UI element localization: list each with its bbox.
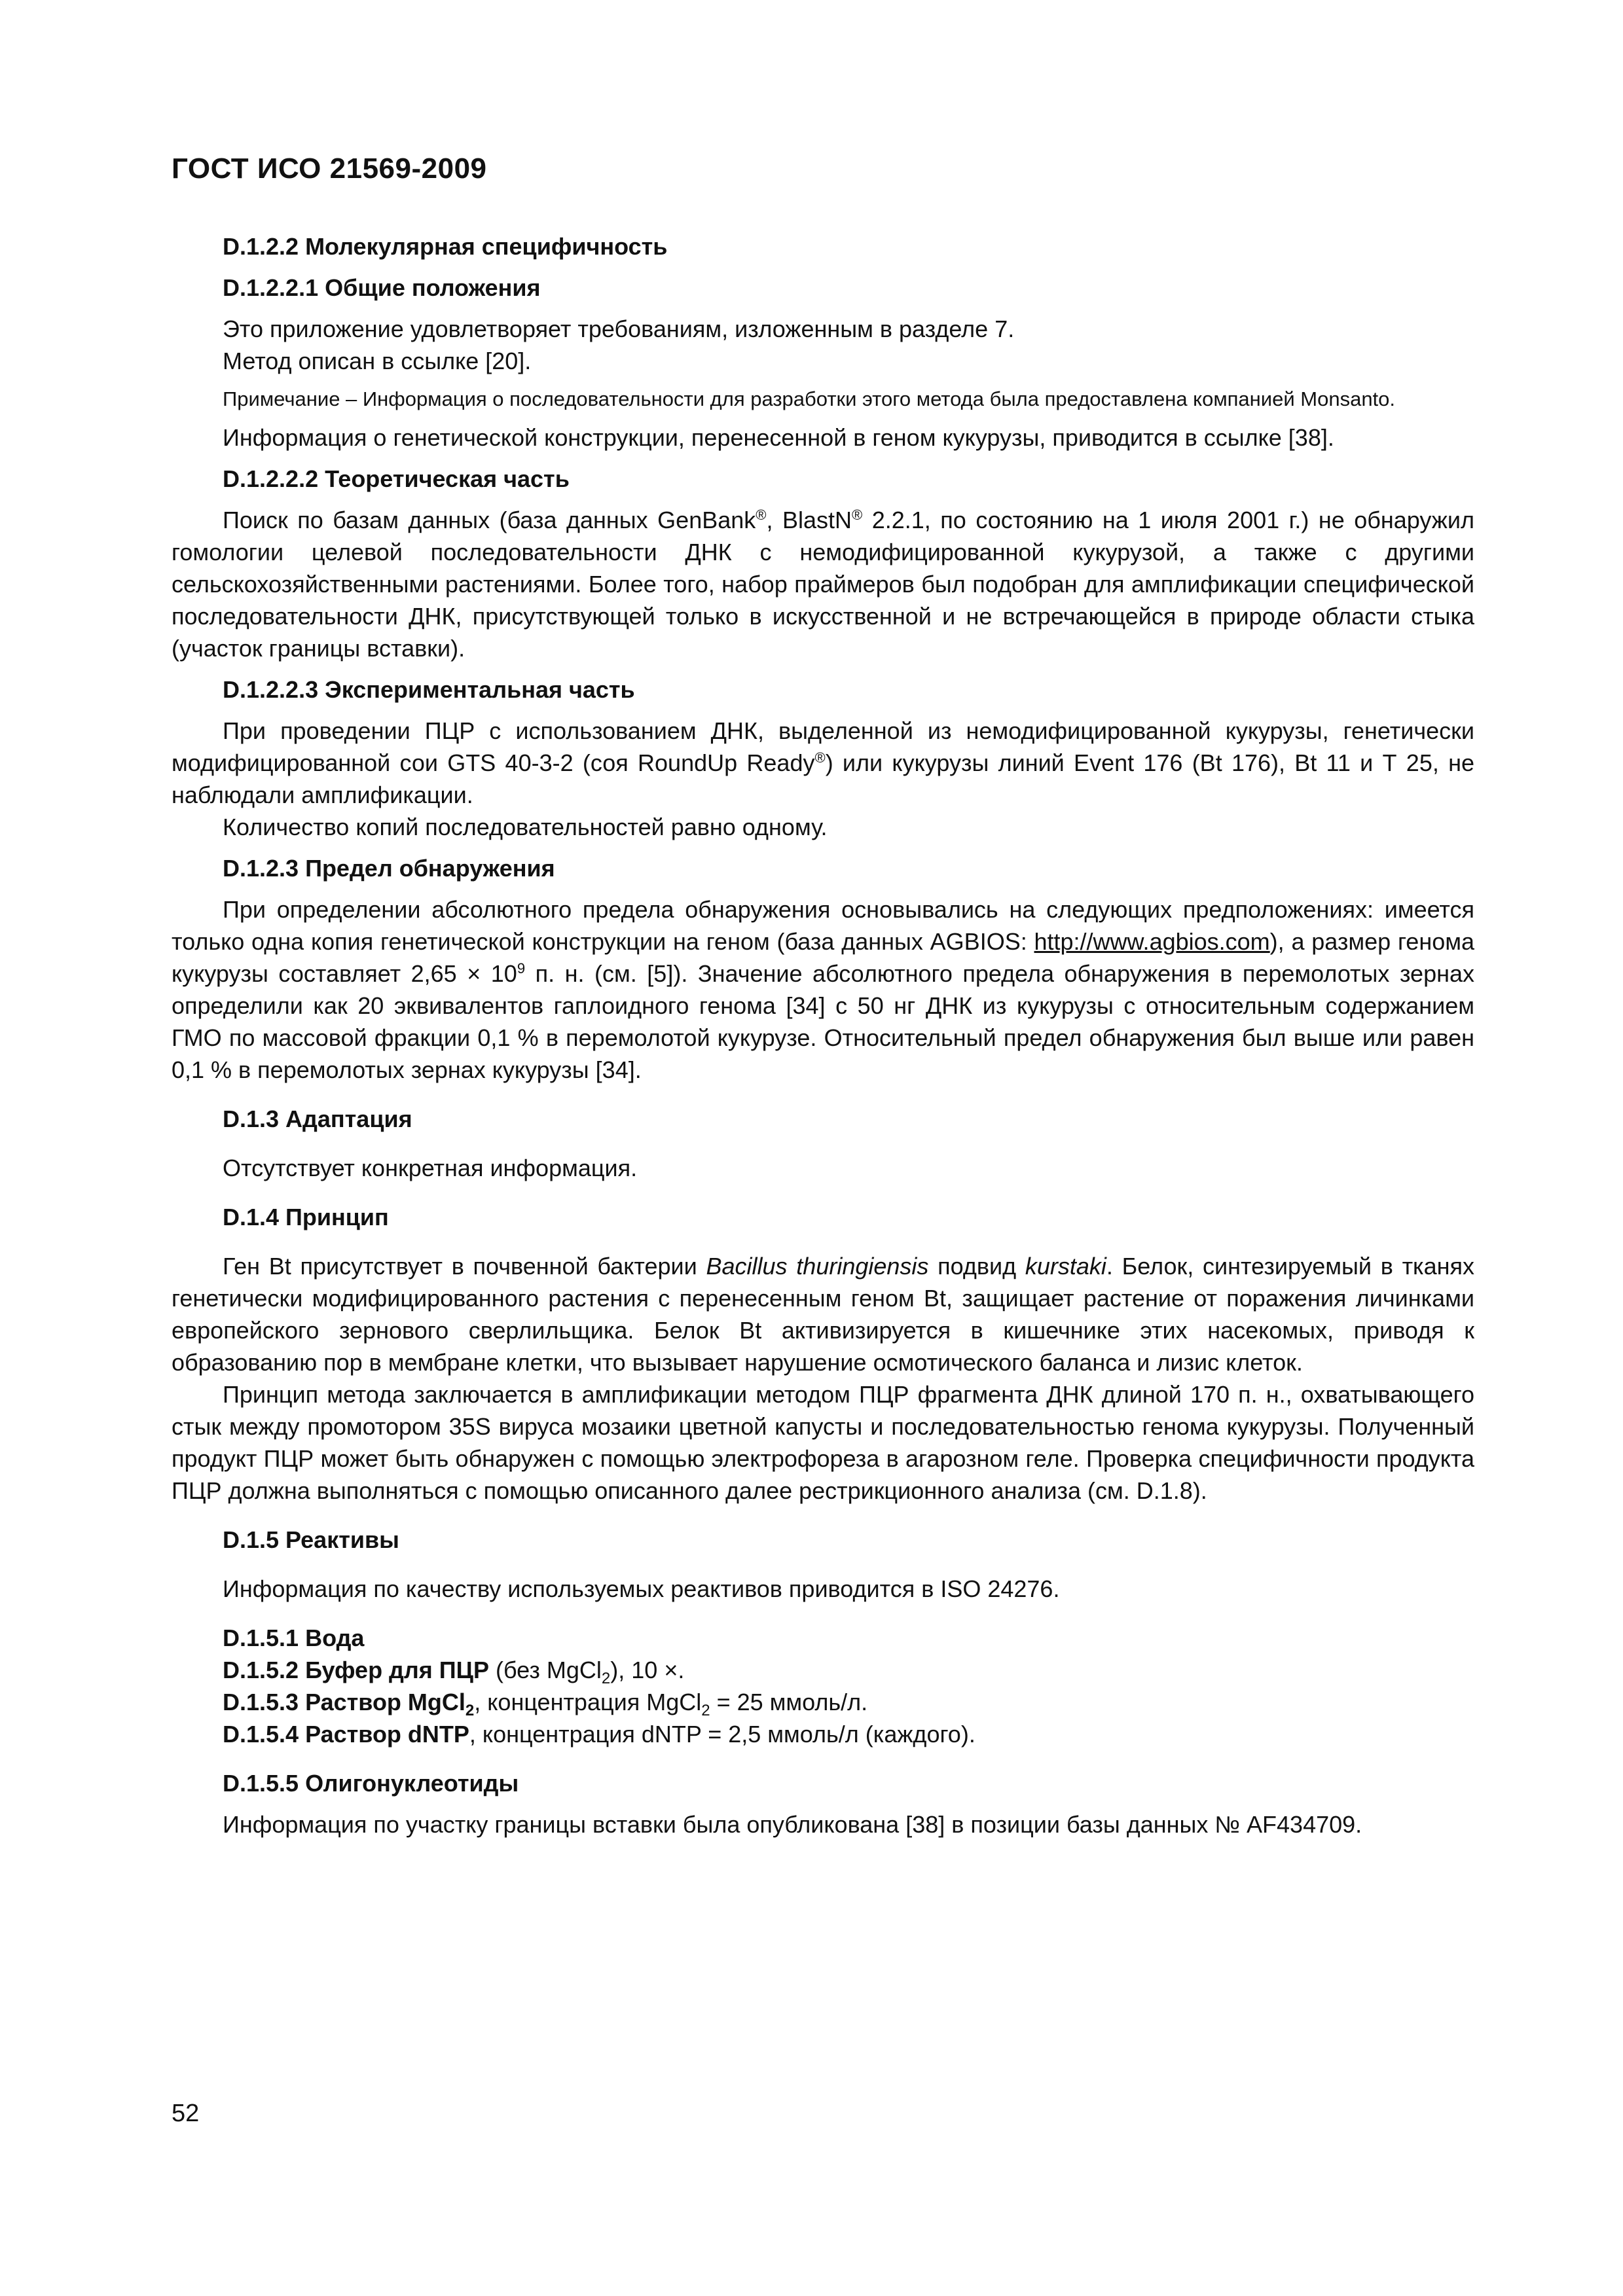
text-run: п. н. (см. [5]). Значение абсолютного предела обнаружения в перемолотых зернах определили как 20 эквивалентов гаплоидного генома [34] с 50 нг ДНК из кукурузы с относительным содержанием ГМО по массовой фракции 0,1 % в перемолотой кукурузе. Относительный предел обнаружения был выше или равен 0,1 % в перемолотых зернах кукурузы [34].: [172, 960, 1474, 1083]
subscript: 2: [601, 1670, 611, 1688]
paragraph-principle-1: [172, 1250, 1474, 1378]
reagent-title: D.1.5.4 Раствор dNTP: [223, 1721, 469, 1748]
text-run: = 25 ммоль/л.: [710, 1689, 868, 1715]
registered-mark: ®: [756, 507, 767, 523]
reagent-title: [223, 1689, 475, 1720]
text-run: Поиск по базам данных (база данных GenBank: [223, 507, 756, 533]
note-monsanto: Примечание – Информация о последовательности для разработки этого метода была предоставлена компанией Monsanto.: [223, 387, 1396, 410]
text-run: , концентрация dNTP = 2,5 ммоль/л (каждого).: [469, 1721, 976, 1748]
reagent-mgcl2: [172, 1686, 1474, 1718]
heading-d12223: D.1.2.2.3 Экспериментальная часть: [223, 676, 635, 703]
text-run: подвид: [928, 1253, 1025, 1280]
registered-mark: ®: [814, 749, 826, 766]
paragraph-theoretical: [172, 504, 1474, 664]
page-number: 52: [172, 2100, 200, 2127]
agbios-link[interactable]: http://www.agbios.com: [1034, 928, 1270, 955]
text-run: D.1.5.3 Раствор MgCl: [223, 1689, 465, 1715]
subscript: 2: [701, 1702, 710, 1720]
text-run: ), 10 ×.: [610, 1657, 685, 1683]
paragraph-construct-reference: Информация о генетической конструкции, перенесенной в геном кукурузы, приводится в ссылке [38].: [223, 424, 1334, 451]
reagent-dntp: [172, 1718, 1474, 1750]
text-run: При проведении ПЦР с использованием ДНК, выделенной из немодифицированной кукурузы, генетически модифицированной сои GTS 40-3-2 (соя RoundUp Ready: [172, 717, 1474, 776]
heading-d1223: D.1.2.3 Предел обнаружения: [223, 855, 555, 882]
subscript: 2: [465, 1702, 475, 1720]
subspecies-name: kurstaki: [1025, 1253, 1106, 1280]
heading-d1222: D.1.2.2 Молекулярная специфичность: [223, 233, 668, 260]
document-body: [172, 230, 1474, 1840]
standard-id-header: ГОСТ ИСО 21569-2009: [172, 152, 487, 185]
text-run: , BlastN: [766, 507, 852, 533]
heading-d12221: D.1.2.2.1 Общие положения: [223, 274, 541, 301]
registered-mark: ®: [852, 507, 863, 523]
paragraph-method-reference: Метод описан в ссылке [20].: [223, 348, 532, 374]
exponent: 9: [517, 960, 526, 977]
reagent-pcr-buffer: [172, 1654, 1474, 1686]
paragraph-adaptation: Отсутствует конкретная информация.: [223, 1155, 638, 1181]
reagent-title: D.1.5.2 Буфер для ПЦР: [223, 1657, 489, 1683]
reagent-water: [172, 1622, 1474, 1654]
reagent-title: D.1.5.1 Вода: [223, 1624, 365, 1651]
text-run: ) или кукурузы линий Event 176 (Bt 176), Bt 11 и Т 25, не наблюдали амплификации.: [172, 749, 1474, 808]
species-name: Bacillus thuringiensis: [706, 1253, 929, 1280]
heading-d14: D.1.4 Принцип: [223, 1204, 389, 1230]
paragraph-copy-number: Количество копий последовательностей равно одному.: [223, 814, 828, 840]
paragraph-appendix-requirements: Это приложение удовлетворяет требованиям, изложенным в разделе 7.: [223, 315, 1015, 342]
paragraph-oligonucleotides: Информация по участку границы вставки была опубликована [38] в позиции базы данных № AF434709.: [223, 1811, 1362, 1838]
heading-d15: D.1.5 Реактивы: [223, 1526, 399, 1553]
text-run: При определении абсолютного предела обнаружения основывались на следующих предположениях: имеется только одна копия генетической конструкции на геном (база данных AGBIOS:: [172, 896, 1474, 955]
text-run: 2.2.1, по состоянию на 1 июля 2001 г.) не обнаружил гомологии целевой последовательности ДНК с немодифицированной кукурузой, а также с другими сельскохозяйственными растениями. Более того, набор праймеров был подобран для амплификации специфической последовательности ДНК, присутствующей только в искусственной и не встречающейся в природе области стыка (участок границы вставки).: [172, 507, 1474, 662]
paragraph-reagents-quality: Информация по качеству используемых реактивов приводится в ISO 24276.: [223, 1575, 1060, 1602]
text-run: , концентрация MgCl: [474, 1689, 702, 1715]
paragraph-experimental: [172, 715, 1474, 811]
text-run: (без MgCl: [488, 1657, 602, 1683]
paragraph-detection-limit: [172, 893, 1474, 1086]
text-run: Ген Bt присутствует в почвенной бактерии: [223, 1253, 706, 1280]
text-run: . Белок, синтезируемый в тканях генетически модифицированного растения с перенесенным геном Bt, защищает растение от поражения личинками европейского зернового сверлильщика. Белок Bt активизируется в кишечнике этих насекомых, приводя к образованию пор в мембране клетки, что вызывает нарушение осмотического баланса и лизис клеток.: [172, 1253, 1474, 1376]
text-run: ), а размер генома кукурузы составляет 2,65 × 10: [172, 928, 1474, 987]
heading-d13: D.1.3 Адаптация: [223, 1105, 412, 1132]
heading-d12222: D.1.2.2.2 Теоретическая часть: [223, 465, 570, 492]
paragraph-principle-2: Принцип метода заключается в амплификации методом ПЦР фрагмента ДНК длиной 170 п. н., охватывающего стык между промотором 35S вируса мозаики цветной капусты и последовательностью генома кукурузы. Полученный продукт ПЦР может быть обнаружен с помощью электрофореза в агарозном геле. Проверка специфичности продукта ПЦР должна выполняться с помощью описанного далее рестрикционного анализа (см. D.1.8).: [172, 1381, 1474, 1504]
heading-d155: D.1.5.5 Олигонуклеотиды: [223, 1770, 519, 1797]
